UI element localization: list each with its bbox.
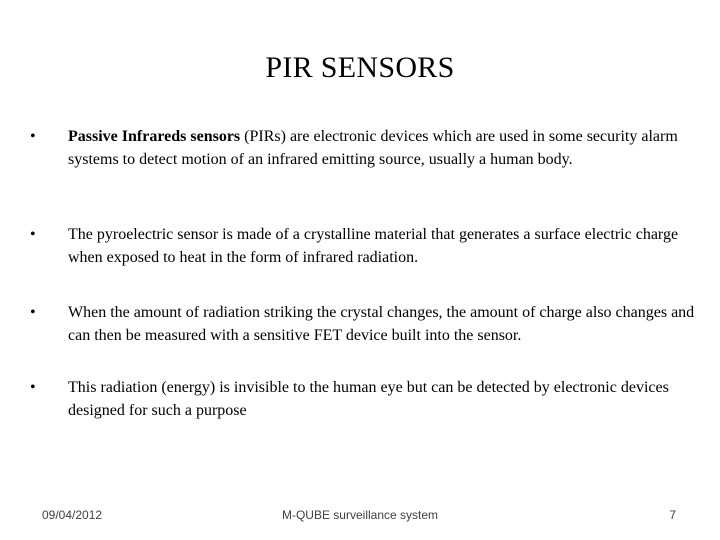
bullet-text: When the amount of radiation striking the crystal changes, the amount of charge also changes and can then be measured with a sensitive FET device built into the sensor. (68, 304, 695, 344)
bullet-text: The pyroelectric sensor is made of a crystalline material that generates a surface electric charge when exposed to heat in the form of infrared radiation. (68, 226, 679, 266)
page-number: 7 (669, 508, 676, 522)
bullet-text: This radiation (energy) is invisible to the human eye but can be detected by electronic devices designed for such a purpose (68, 379, 669, 419)
bullet-icon: • (30, 379, 36, 396)
bullet-item (30, 224, 708, 269)
bullet-icon: • (30, 226, 36, 243)
bullet-text: (PIRs) are electronic devices which are used in some security alarm systems to detect motion of an infrared emitting source, usually a human body. (68, 128, 678, 168)
footer-title: M-QUBE surveillance system (281, 508, 439, 522)
slide-title: PIR SENSORS (265, 51, 455, 84)
bullet-item (30, 377, 708, 422)
bullet-lead-bold: Passive Infrareds sensors (68, 128, 241, 145)
footer-date: 09/04/2012 (42, 508, 103, 522)
bullet-icon: • (30, 304, 36, 321)
bullet-item (30, 302, 708, 347)
bullet-item (30, 126, 708, 171)
bullet-icon: • (30, 128, 36, 145)
